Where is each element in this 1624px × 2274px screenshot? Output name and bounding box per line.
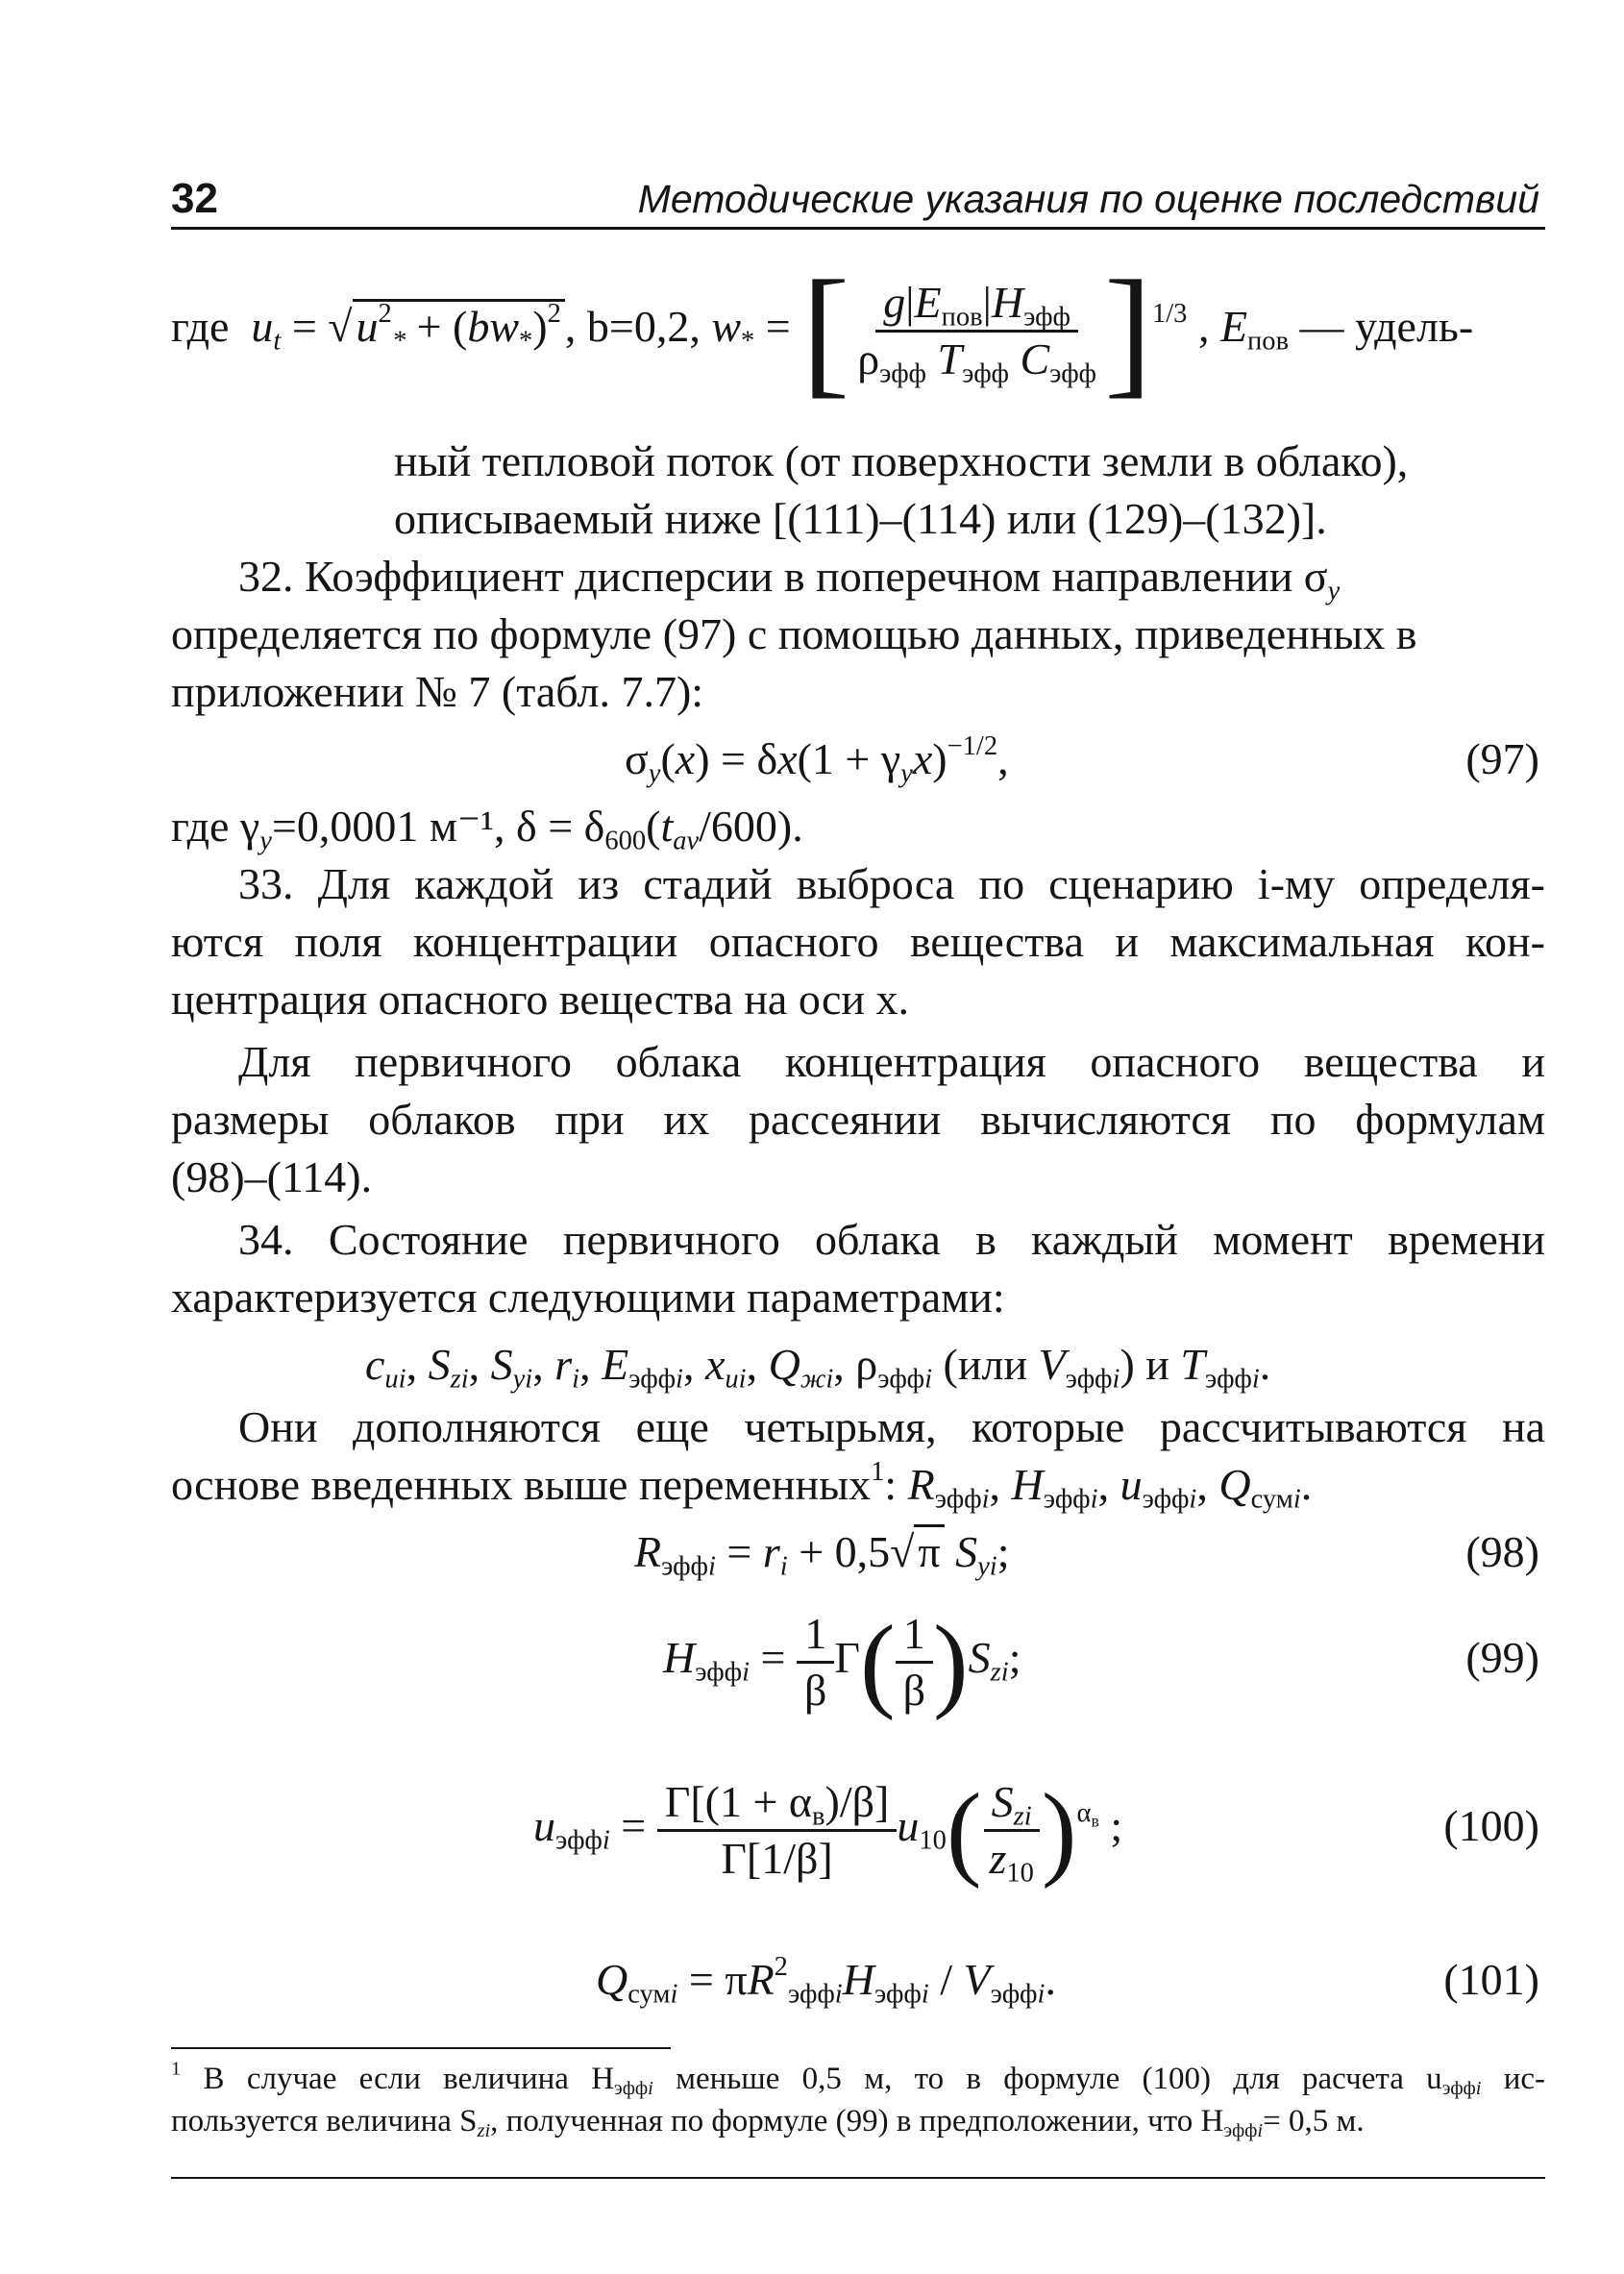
p32-line-3: приложении № 7 (табл. 7.7): — [171, 667, 704, 716]
running-title: Методические указания по оценке последствий — [637, 177, 1539, 221]
footnote-line-1: $^1$ В случае если величина $H_{эффi}$ меньше 0,5 м, то в формуле (100) для расчета $u_{эффi}$ ис- — [171, 2058, 1546, 2100]
equation-101: $Q_{сумi} = \pi R^2_{эффi}H_{эффi} / V_{эффi}$. — [596, 1952, 1056, 2010]
page-number: 32 — [171, 175, 218, 222]
p34b-line-2: основе введенных выше переменных$^1$: $R_{эффi}$, $H_{эффi}$, $u_{эффi}$, $Q_{сумi}$. — [171, 1457, 1313, 1515]
bottom-rule — [171, 2177, 1545, 2179]
eq97-where: где $\gamma_y=0,0001$ м⁻¹, $\delta = \delta_{600}(t_{av}/600)$. — [171, 802, 803, 856]
p34-line-1: 34. Состояние первичного облака в каждый момент времени — [238, 1215, 1545, 1264]
equation-100: $u_{эффi}$ = $\frac{\Gamma[(1 + \alpha_в)/\beta]}{\Gamma[1/\beta]}$ $u_{10}$( $\frac{S_{zi}}{z_{10}}$ )$^{\alpha_в}$ ; — [533, 1771, 1123, 1890]
equation-97: $\sigma_y(x) = \delta x(1 + \gamma_yx)^{-1/2}$, — [625, 731, 1009, 789]
equation-number-97: (97) — [1465, 734, 1539, 783]
p32-line-2: определяется по формуле (97) с помощью данных, приведенных в — [171, 609, 1417, 658]
equation-98: $R_{эффi} = r_i + 0,5√\pi$ $S_{yi}$; — [634, 1523, 1010, 1581]
p33b-line-1: Для первичного облака концентрация опасного вещества и — [238, 1037, 1545, 1086]
formula-ut-wstar: где $u_t = √u^2_* + (bw_*)^2$, b=0,2, $w_*$ = [ $\frac{g|E_{пов}|H_{эфф}}{\rho_{эфф} T_{эфф} C_{эфф}}$ ]$^{1/3}$ , $E_{пов}$ — удель- — [171, 251, 1474, 411]
text-e-pov-desc-3: описываемый ниже [(111)–(114) или (129)–(132)]. — [394, 494, 1327, 543]
equation-number-101: (101) — [1443, 1955, 1539, 2004]
equation-99: $H_{эффi}$ = $\frac{1}{\beta}$ Γ( $\frac{1}{\beta}$ )$S_{zi}$; — [663, 1603, 1021, 1721]
p33-line-1: 33. Для каждой из стадий выброса по сценарию i-му определя- — [238, 859, 1545, 908]
text-e-pov-desc-2: ный тепловой поток (от поверхности земли в облако), — [394, 436, 1409, 485]
equation-number-99: (99) — [1465, 1633, 1539, 1682]
equation-number-98: (98) — [1465, 1527, 1539, 1576]
p32-line-1: 32. Коэффициент дисперсии в поперечном направлении $\sigma_y$ — [238, 552, 1341, 606]
p33b-line-2: размеры облаков при их рассеянии вычисляются по формулам — [171, 1095, 1545, 1144]
parameter-list: $c_{ui}$, $S_{zi}$, $S_{yi}$, $r_i$, $E_{эффi}$, $x_{ui}$, $Q_{жi}$, $\rho_{эффi}$ (или $V_{эффi}$) и $T_{эффi}$. — [365, 1340, 1271, 1395]
header-rule — [171, 227, 1545, 230]
footnote-line-2: пользуется величина $S_{zi}$, полученная по формуле (99) в предположении, что $H_{эффi}= 0,5$ м. — [171, 2104, 1365, 2142]
p33b-line-3: (98)–(114). — [171, 1152, 373, 1201]
p33-line-2: ются поля концентрации опасного вещества и максимальная кон- — [171, 917, 1545, 966]
footnote-rule — [171, 2047, 671, 2049]
p34-line-2: характеризуется следующими параметрами: — [171, 1273, 1005, 1322]
equation-number-100: (100) — [1443, 1801, 1539, 1850]
p34b-line-1: Они дополняются еще четырьмя, которые рассчитываются на — [238, 1402, 1545, 1451]
p33-line-3: центрация опасного вещества на оси x. — [171, 975, 910, 1024]
